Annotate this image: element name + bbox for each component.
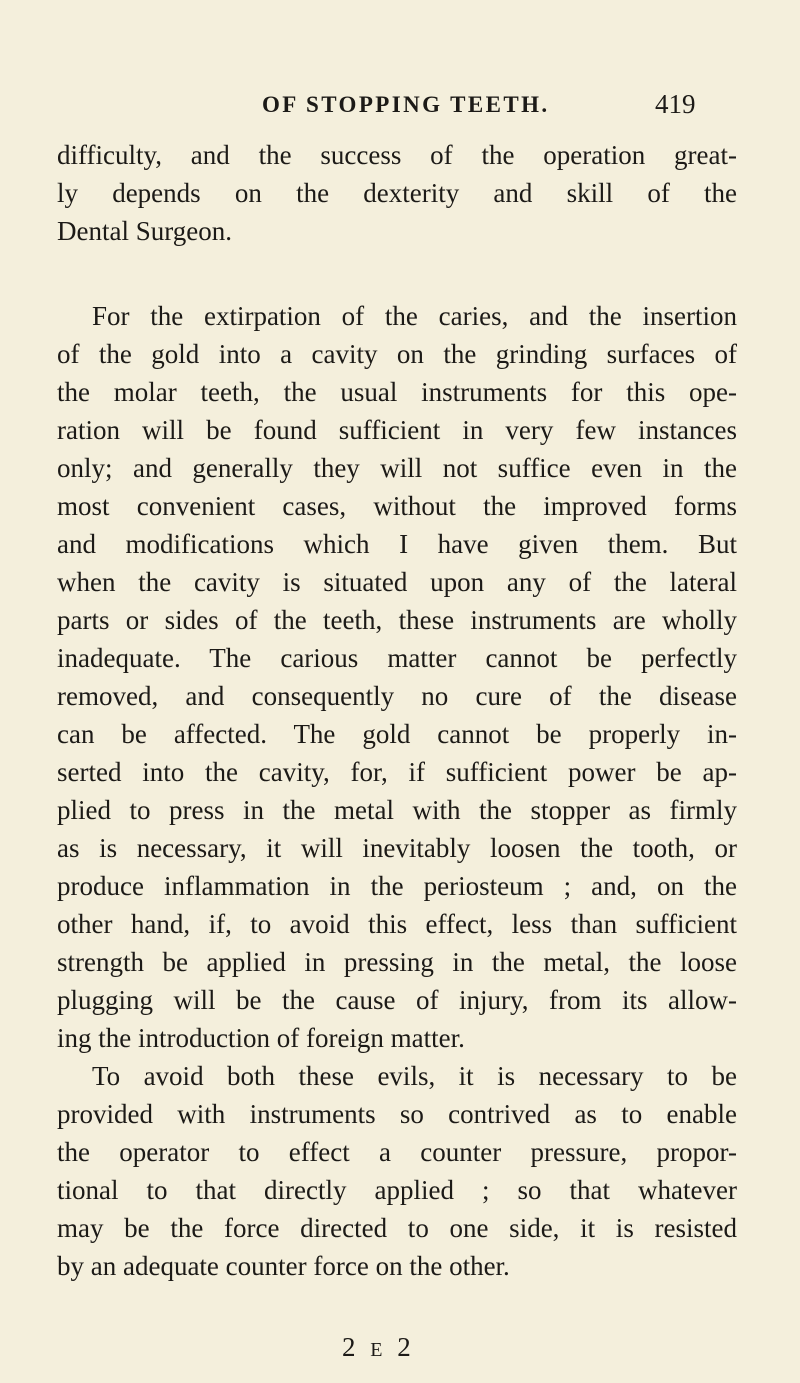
text-line: provided with instruments so contrived as to enable bbox=[57, 1099, 737, 1129]
text-line: plugging will be the cause of injury, from its allow- bbox=[57, 985, 737, 1015]
text-line: For the extirpation of the caries, and the insertion bbox=[92, 301, 737, 331]
text-line: the molar teeth, the usual instruments for this ope- bbox=[57, 377, 737, 407]
signature-right: 2 bbox=[397, 1332, 415, 1362]
signature-mark bbox=[342, 1332, 415, 1363]
text-line: removed, and consequently no cure of the disease bbox=[57, 681, 737, 711]
text-line: strength be applied in pressing in the metal, the loose bbox=[57, 947, 737, 977]
signature-middle: E bbox=[370, 1339, 387, 1361]
text-line: produce inflammation in the periosteum ; and, on the bbox=[57, 871, 737, 901]
text-line: as is necessary, it will inevitably loosen the tooth, or bbox=[57, 833, 737, 863]
text-line: Dental Surgeon. bbox=[57, 216, 232, 246]
text-line: by an adequate counter force on the other. bbox=[57, 1251, 510, 1281]
text-line: only; and generally they will not suffice even in the bbox=[57, 453, 737, 483]
text-line: difficulty, and the success of the operation great- bbox=[57, 140, 737, 170]
text-line: ly depends on the dexterity and skill of the bbox=[57, 178, 737, 208]
text-line: tional to that directly applied ; so that whatever bbox=[57, 1175, 737, 1205]
page-number: 419 bbox=[655, 89, 696, 119]
signature-left: 2 bbox=[342, 1332, 360, 1362]
text-line: serted into the cavity, for, if sufficient power be ap- bbox=[57, 757, 737, 787]
text-line: parts or sides of the teeth, these instruments are wholly bbox=[57, 605, 737, 635]
text-line: can be affected. The gold cannot be properly in- bbox=[57, 719, 737, 749]
text-line: and modifications which I have given them. But bbox=[57, 529, 737, 559]
text-line: the operator to effect a counter pressure, propor- bbox=[57, 1137, 737, 1167]
text-line: when the cavity is situated upon any of the lateral bbox=[57, 567, 737, 597]
text-line: plied to press in the metal with the stopper as firmly bbox=[57, 795, 737, 825]
text-line: ing the introduction of foreign matter. bbox=[57, 1023, 465, 1053]
text-line: inadequate. The carious matter cannot be perfectly bbox=[57, 643, 737, 673]
text-line: may be the force directed to one side, it is resisted bbox=[57, 1213, 737, 1243]
running-head: OF STOPPING TEETH. bbox=[262, 92, 550, 117]
text-line: ration will be found sufficient in very few instances bbox=[57, 415, 737, 445]
text-line: of the gold into a cavity on the grinding surfaces of bbox=[57, 339, 737, 369]
text-line: most convenient cases, without the improved forms bbox=[57, 491, 737, 521]
text-line: To avoid both these evils, it is necessary to be bbox=[92, 1061, 737, 1091]
text-line: other hand, if, to avoid this effect, less than sufficient bbox=[57, 909, 737, 939]
